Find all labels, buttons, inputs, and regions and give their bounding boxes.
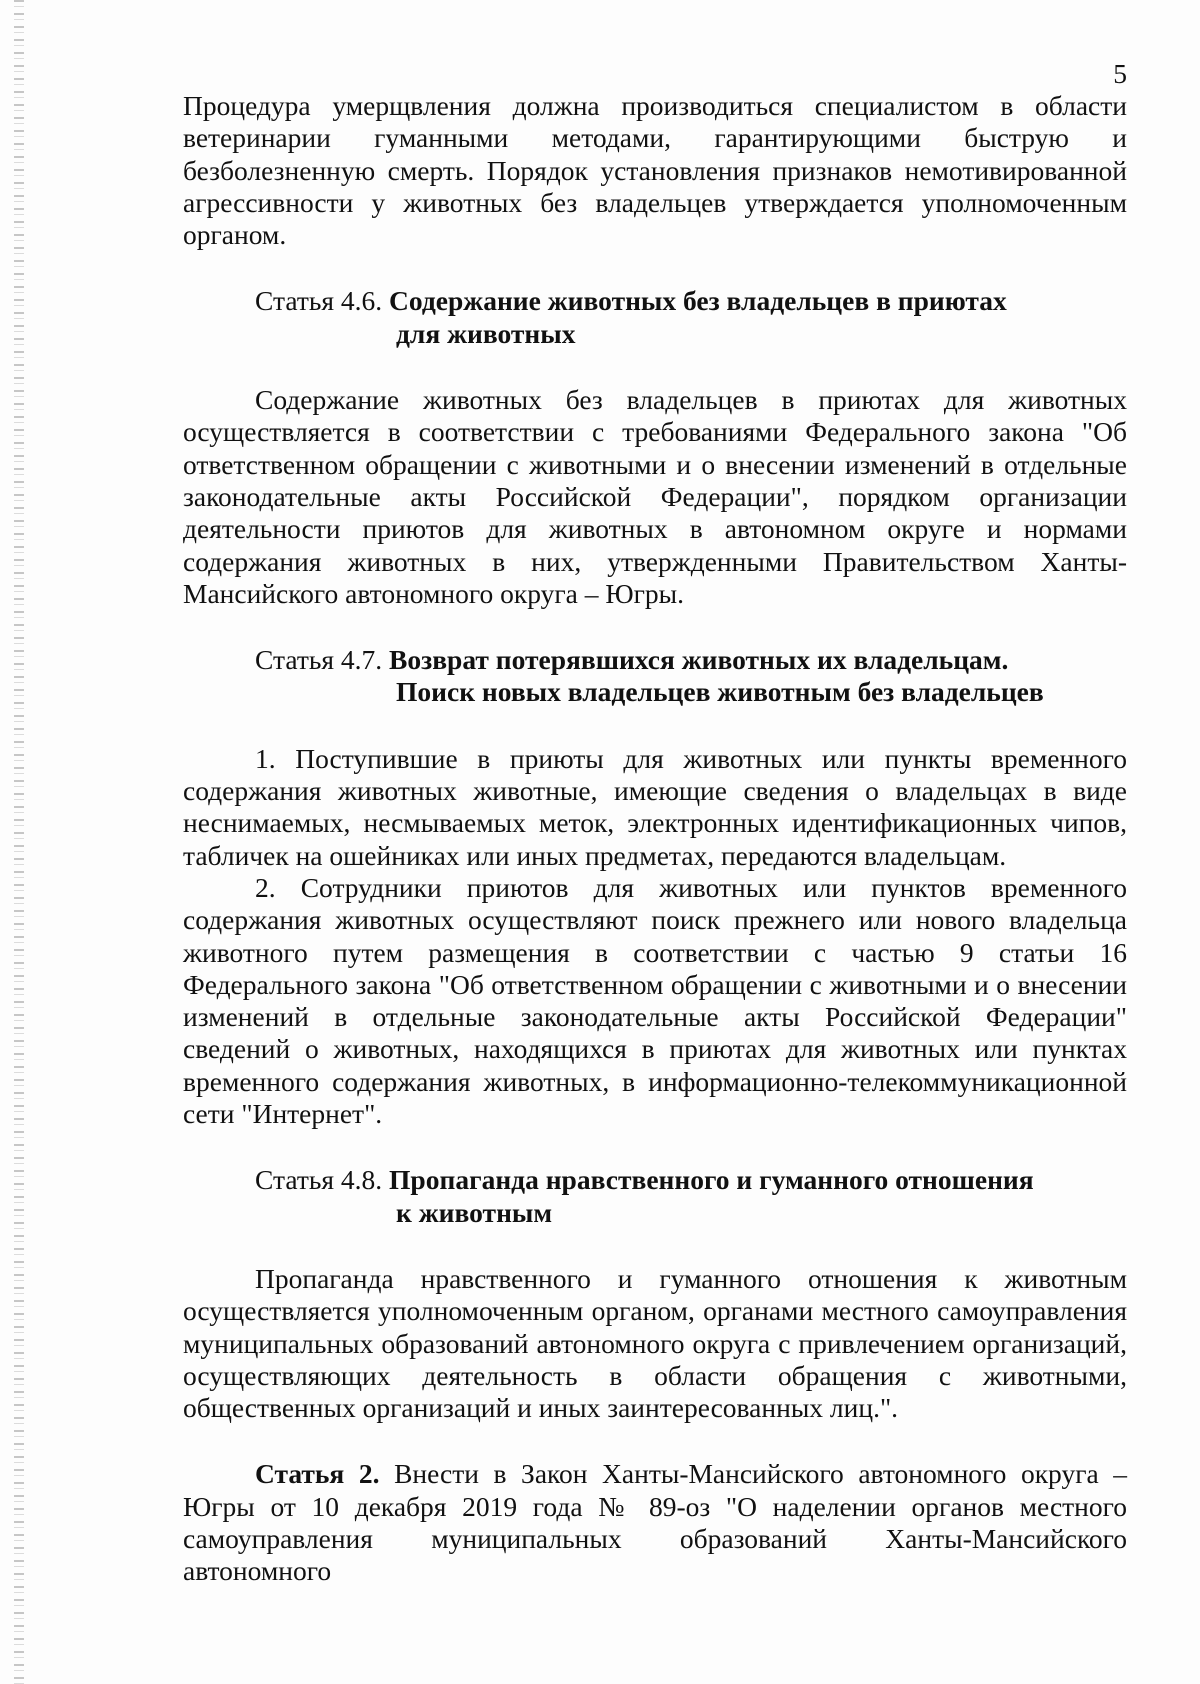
heading-label: Статья 4.7.: [255, 644, 383, 676]
heading-label: Статья 4.6.: [255, 285, 383, 317]
paragraph-intro: Процедура умерщвления должна производиться специалистом в области ветеринарии гуманными методами, гарантирующими быструю и безболезненную смерть. Порядок установления признаков немотивированной агрессивности у животных без владельцев утверждается уполномоченным органом.: [183, 90, 1127, 251]
paragraph-article-4-8: Пропаганда нравственного и гуманного отношения к животным осуществляется уполномоченным органом, органами местного самоуправления муниципальных образований автономного округа с привлечением организаций, осуществляющих деятельность в области обращения с животными, общественных организаций и иных заинтересованных лиц.".: [183, 1262, 1127, 1424]
heading-title-continued: к животным: [396, 1196, 553, 1228]
heading-article-4-6: [183, 285, 1127, 350]
article-2-text: Внести в Закон Ханты-Мансийского автономного округа – Югры от 10 декабря 2019 года № 89-оз "О наделении органов местного самоуправления муниципальных образований Ханты-Мансийского автономного: [183, 1458, 1127, 1587]
paragraph-article-2: [183, 1458, 1127, 1587]
paragraph-article-4-6: Содержание животных без владельцев в приютах для животных осуществляется в соответствии с требованиями Федерального закона "Об ответственном обращении с животными и о внесении изменений в отдельные законодательные акты Российской Федерации", порядком организации деятельности приютов для животных в автономном округе и нормами содержания животных в них, утвержденными Правительством Ханты-Мансийского автономного округа – Югры.: [183, 384, 1127, 609]
scan-edge-artifact: [14, 0, 24, 1684]
heading-title: Возврат потерявшихся животных их владельцам.: [389, 644, 1009, 676]
page-number: 5: [1113, 58, 1127, 89]
heading-article-4-8: [183, 1164, 1127, 1229]
heading-title: Содержание животных без владельцев в приютах: [389, 285, 1007, 317]
heading-title-continued: Поиск новых владельцев животным без владельцев: [396, 676, 1044, 708]
heading-title-continued: для животных: [396, 317, 576, 349]
paragraph-article-4-7-part-2: 2. Сотрудники приютов для животных или пунктов временного содержания животных осуществляют поиск прежнего или нового владельца животного путем размещения в соответствии с частью 9 статьи 16 Федерального закона "Об ответственном обращении с животными и о внесении изменений в отдельные законодательные акты Российской Федерации" сведений о животных, находящихся в приютах для животных или пунктах временного содержания животных, в информационно-телекоммуникационной сети "Интернет".: [183, 871, 1127, 1130]
paragraph-article-4-7-part-1: 1. Поступившие в приюты для животных или пункты временного содержания животных животные, имеющие сведения о владельцах в виде неснимаемых, несмываемых меток, электронных идентификационных чипов, табличек на ошейниках или иных предметах, передаются владельцам.: [183, 742, 1127, 871]
heading-article-4-7: [183, 644, 1127, 709]
document-body: [183, 58, 1127, 1588]
heading-title: Пропаганда нравственного и гуманного отношения: [389, 1164, 1034, 1196]
article-2-label: Статья 2.: [255, 1458, 380, 1490]
heading-label: Статья 4.8.: [255, 1164, 383, 1196]
